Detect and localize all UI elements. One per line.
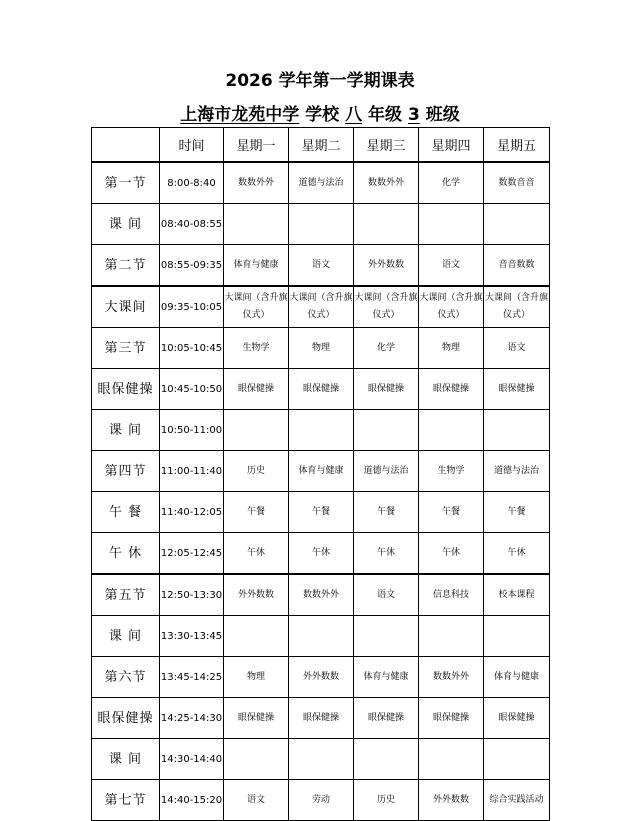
subject-cell: 午餐 bbox=[419, 492, 484, 533]
subject-cell: 午餐 bbox=[289, 492, 354, 533]
subject-cell: 大课间（含升旗仪式） bbox=[419, 286, 484, 328]
table-row bbox=[92, 616, 550, 657]
subject-cell bbox=[289, 616, 354, 657]
subject-cell bbox=[484, 616, 550, 657]
header-monday: 星期一 bbox=[224, 128, 289, 163]
subject-cell: 午休 bbox=[354, 533, 419, 575]
table-row bbox=[92, 451, 550, 492]
subject-cell bbox=[289, 410, 354, 451]
subject-cell: 体育与健康 bbox=[484, 657, 550, 698]
subject-cell: 体育与健康 bbox=[224, 245, 289, 287]
subject-cell: 语文 bbox=[224, 780, 289, 821]
subject-cell: 化学 bbox=[354, 328, 419, 369]
subject-cell bbox=[419, 616, 484, 657]
period-cell: 课 间 bbox=[92, 739, 160, 780]
table-row bbox=[92, 369, 550, 410]
period-cell: 第一节 bbox=[92, 162, 160, 204]
time-cell: 12:50-13:30 bbox=[160, 574, 224, 616]
table-row bbox=[92, 245, 550, 287]
subject-cell: 道德与法治 bbox=[484, 451, 550, 492]
period-cell: 午 休 bbox=[92, 533, 160, 575]
header-tuesday: 星期二 bbox=[289, 128, 354, 163]
subject-cell bbox=[419, 739, 484, 780]
subject-cell: 化学 bbox=[419, 162, 484, 204]
class-number: 3 bbox=[407, 105, 420, 125]
subject-cell: 数数外外 bbox=[289, 574, 354, 616]
subject-cell: 眼保健操 bbox=[354, 369, 419, 410]
subject-cell: 语文 bbox=[484, 328, 550, 369]
subject-cell: 语文 bbox=[289, 245, 354, 287]
period-cell: 眼保健操 bbox=[92, 698, 160, 739]
subject-cell: 道德与法治 bbox=[289, 162, 354, 204]
subject-cell: 午餐 bbox=[354, 492, 419, 533]
subject-cell: 大课间（含升旗仪式） bbox=[224, 286, 289, 328]
subject-cell: 体育与健康 bbox=[289, 451, 354, 492]
header-friday: 星期五 bbox=[484, 128, 550, 163]
table-row bbox=[92, 328, 550, 369]
subject-cell bbox=[419, 204, 484, 245]
subject-cell bbox=[224, 616, 289, 657]
table-row bbox=[92, 162, 550, 204]
subject-cell: 大课间（含升旗仪式） bbox=[289, 286, 354, 328]
subject-cell: 午休 bbox=[224, 533, 289, 575]
subject-cell: 外外数数 bbox=[419, 780, 484, 821]
subject-cell bbox=[354, 739, 419, 780]
table-row bbox=[92, 492, 550, 533]
time-cell: 13:45-14:25 bbox=[160, 657, 224, 698]
school-suffix: 学校 bbox=[299, 105, 346, 125]
header-wednesday: 星期三 bbox=[354, 128, 419, 163]
time-cell: 14:25-14:30 bbox=[160, 698, 224, 739]
subject-cell: 语文 bbox=[354, 574, 419, 616]
time-cell: 14:30-14:40 bbox=[160, 739, 224, 780]
subject-cell: 外外数数 bbox=[224, 574, 289, 616]
subject-cell: 大课间（含升旗仪式） bbox=[354, 286, 419, 328]
subject-cell bbox=[289, 739, 354, 780]
subject-cell: 数数音音 bbox=[484, 162, 550, 204]
class-suffix: 班级 bbox=[419, 105, 460, 125]
subject-cell: 物理 bbox=[289, 328, 354, 369]
header-thursday: 星期四 bbox=[419, 128, 484, 163]
subject-cell bbox=[354, 616, 419, 657]
subject-cell: 音音数数 bbox=[484, 245, 550, 287]
class-subtitle bbox=[0, 100, 640, 125]
period-cell: 课 间 bbox=[92, 204, 160, 245]
subject-cell: 生物学 bbox=[224, 328, 289, 369]
subject-cell: 午餐 bbox=[484, 492, 550, 533]
time-cell: 10:50-11:00 bbox=[160, 410, 224, 451]
subject-cell: 午休 bbox=[419, 533, 484, 575]
table-row bbox=[92, 533, 550, 575]
subject-cell: 语文 bbox=[419, 245, 484, 287]
subject-cell: 午餐 bbox=[224, 492, 289, 533]
header-corner bbox=[92, 128, 160, 163]
period-cell: 第二节 bbox=[92, 245, 160, 287]
period-cell: 第四节 bbox=[92, 451, 160, 492]
period-cell: 第五节 bbox=[92, 574, 160, 616]
subject-cell: 眼保健操 bbox=[419, 698, 484, 739]
time-cell: 11:00-11:40 bbox=[160, 451, 224, 492]
subject-cell: 大课间（含升旗仪式） bbox=[484, 286, 550, 328]
time-cell: 10:45-10:50 bbox=[160, 369, 224, 410]
subject-cell: 外外数数 bbox=[289, 657, 354, 698]
header-time: 时间 bbox=[160, 128, 224, 163]
subject-cell: 眼保健操 bbox=[289, 698, 354, 739]
subject-cell: 眼保健操 bbox=[484, 369, 550, 410]
subject-cell bbox=[224, 739, 289, 780]
subject-cell: 眼保健操 bbox=[224, 369, 289, 410]
header-row bbox=[92, 128, 550, 163]
subject-cell bbox=[484, 739, 550, 780]
subject-cell: 数数外外 bbox=[354, 162, 419, 204]
subject-cell bbox=[354, 410, 419, 451]
subject-cell: 午休 bbox=[484, 533, 550, 575]
school-name: 上海市龙苑中学 bbox=[180, 105, 300, 125]
time-cell: 13:30-13:45 bbox=[160, 616, 224, 657]
period-cell: 大课间 bbox=[92, 286, 160, 328]
period-cell: 第三节 bbox=[92, 328, 160, 369]
subject-cell: 生物学 bbox=[419, 451, 484, 492]
subject-cell: 数数外外 bbox=[224, 162, 289, 204]
subject-cell: 眼保健操 bbox=[484, 698, 550, 739]
subject-cell bbox=[224, 204, 289, 245]
subject-cell: 眼保健操 bbox=[419, 369, 484, 410]
table-row bbox=[92, 698, 550, 739]
time-cell: 08:40-08:55 bbox=[160, 204, 224, 245]
subject-cell: 历史 bbox=[224, 451, 289, 492]
subject-cell: 眼保健操 bbox=[354, 698, 419, 739]
subject-cell: 物理 bbox=[419, 328, 484, 369]
schedule-table bbox=[91, 127, 550, 821]
period-cell: 课 间 bbox=[92, 616, 160, 657]
document-title: 2026 学年第一学期课表 bbox=[225, 71, 415, 91]
table-row bbox=[92, 204, 550, 245]
subject-cell: 劳动 bbox=[289, 780, 354, 821]
subject-cell: 外外数数 bbox=[354, 245, 419, 287]
subject-cell bbox=[484, 204, 550, 245]
subject-cell: 综合实践活动 bbox=[484, 780, 550, 821]
time-cell: 08:55-09:35 bbox=[160, 245, 224, 287]
subject-cell bbox=[224, 410, 289, 451]
table-row bbox=[92, 739, 550, 780]
grade-value: 八 bbox=[345, 105, 363, 125]
period-cell: 课 间 bbox=[92, 410, 160, 451]
subject-cell: 历史 bbox=[354, 780, 419, 821]
time-cell: 09:35-10:05 bbox=[160, 286, 224, 328]
table-row bbox=[92, 286, 550, 328]
subject-cell bbox=[354, 204, 419, 245]
period-cell: 午 餐 bbox=[92, 492, 160, 533]
subject-cell: 信息科技 bbox=[419, 574, 484, 616]
time-cell: 14:40-15:20 bbox=[160, 780, 224, 821]
subject-cell: 道德与法治 bbox=[354, 451, 419, 492]
time-cell: 8:00-8:40 bbox=[160, 162, 224, 204]
subject-cell bbox=[419, 410, 484, 451]
subject-cell: 校本课程 bbox=[484, 574, 550, 616]
period-cell: 第六节 bbox=[92, 657, 160, 698]
subject-cell bbox=[289, 204, 354, 245]
table-row bbox=[92, 410, 550, 451]
subject-cell: 物理 bbox=[224, 657, 289, 698]
table-row bbox=[92, 574, 550, 616]
subject-cell: 午休 bbox=[289, 533, 354, 575]
table-row bbox=[92, 780, 550, 821]
time-cell: 11:40-12:05 bbox=[160, 492, 224, 533]
table-row bbox=[92, 657, 550, 698]
subject-cell: 眼保健操 bbox=[224, 698, 289, 739]
subject-cell: 数数外外 bbox=[419, 657, 484, 698]
time-cell: 10:05-10:45 bbox=[160, 328, 224, 369]
subject-cell: 眼保健操 bbox=[289, 369, 354, 410]
period-cell: 眼保健操 bbox=[92, 369, 160, 410]
grade-suffix: 年级 bbox=[362, 105, 408, 125]
schedule-body bbox=[92, 162, 550, 821]
time-cell: 12:05-12:45 bbox=[160, 533, 224, 575]
subject-cell: 体育与健康 bbox=[354, 657, 419, 698]
subject-cell bbox=[484, 410, 550, 451]
period-cell: 第七节 bbox=[92, 780, 160, 821]
